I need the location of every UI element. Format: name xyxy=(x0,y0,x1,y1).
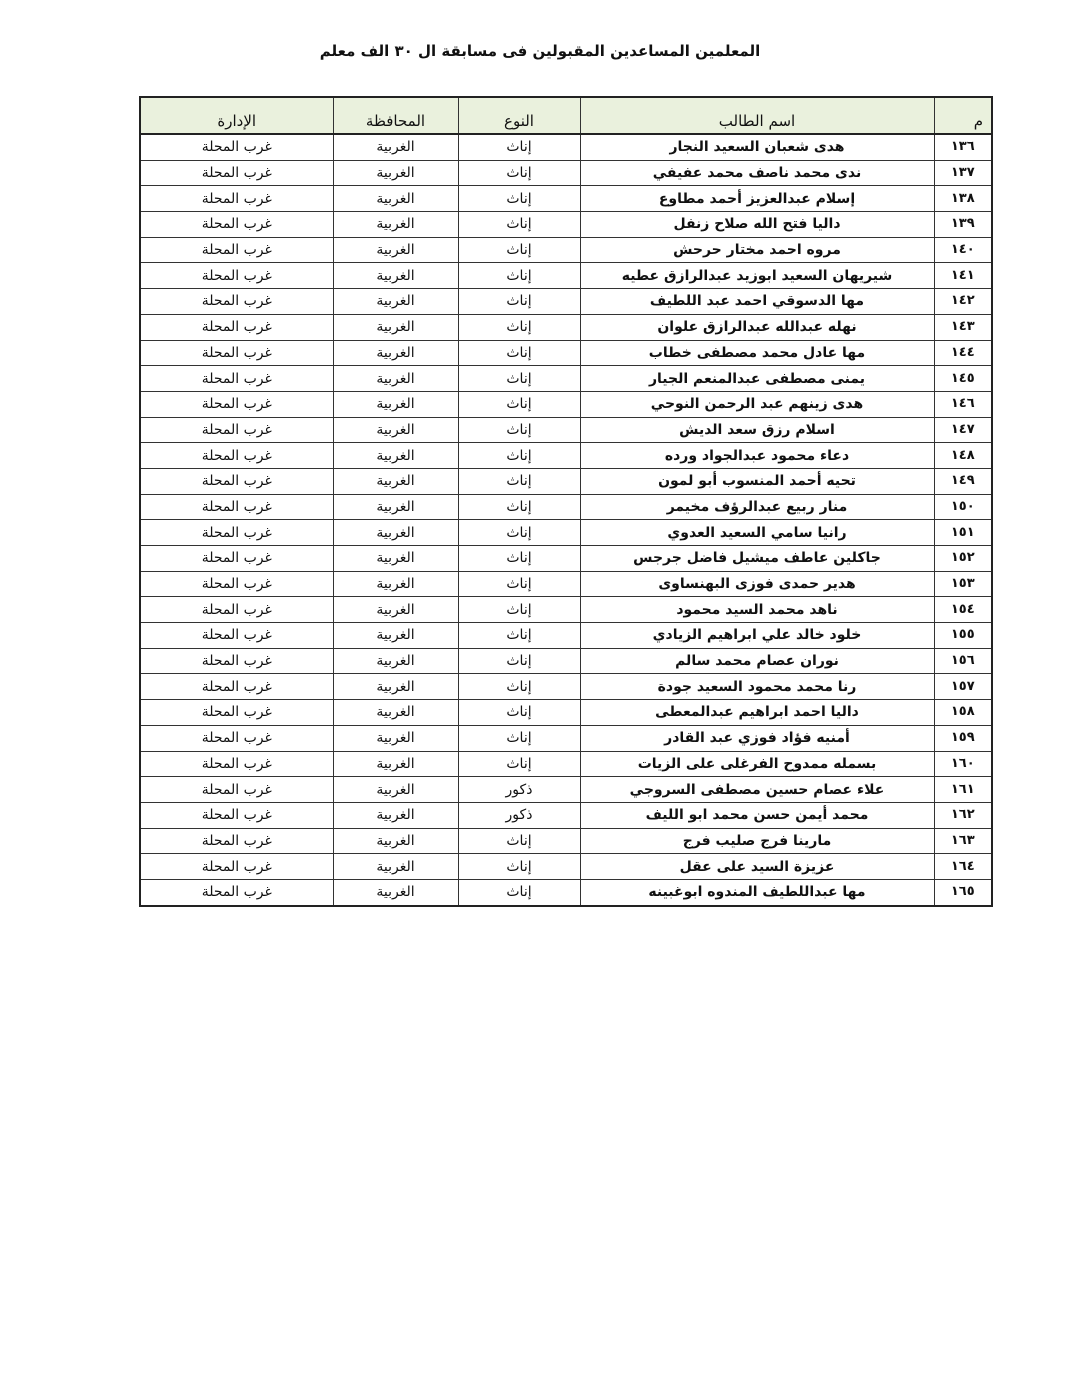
administration-cell: غرب المحلة xyxy=(140,289,333,315)
table-row xyxy=(140,366,992,392)
table-row xyxy=(140,314,992,340)
table-row xyxy=(140,725,992,751)
administration-cell: غرب المحلة xyxy=(140,314,333,340)
table-row xyxy=(140,289,992,315)
student-name-cell: نهله عبدالله عبدالرازق علوان xyxy=(580,314,934,340)
row-number-cell: ١٤٨ xyxy=(934,443,992,469)
administration-cell: غرب المحلة xyxy=(140,134,333,160)
administration-cell: غرب المحلة xyxy=(140,828,333,854)
student-name-cell: مروه احمد مختار حرحش xyxy=(580,237,934,263)
accepted-teachers-table xyxy=(139,96,993,907)
gender-cell: إناث xyxy=(458,725,580,751)
student-name-cell: ناهد محمد السيد محمود xyxy=(580,597,934,623)
student-name-cell: بسمله ممدوح الفرغلى على الزيات xyxy=(580,751,934,777)
table-row xyxy=(140,674,992,700)
row-number-cell: ١٥٤ xyxy=(934,597,992,623)
gender-cell: ذكور xyxy=(458,802,580,828)
row-number-cell: ١٦٥ xyxy=(934,879,992,905)
row-number-cell: ١٦٠ xyxy=(934,751,992,777)
administration-cell: غرب المحلة xyxy=(140,186,333,212)
row-number-cell: ١٣٧ xyxy=(934,160,992,186)
student-name-cell: يمنى مصطفى عبدالمنعم الجيار xyxy=(580,366,934,392)
table-row xyxy=(140,443,992,469)
student-name-cell: داليا فتح الله صلاح زنفل xyxy=(580,212,934,238)
student-name-cell: إسلام عبدالعزيز أحمد مطاوع xyxy=(580,186,934,212)
governorate-cell: الغربية xyxy=(333,777,458,803)
column-header-student-name: اسم الطالب xyxy=(580,97,934,134)
student-name-cell: عزيزة السيد على عقل xyxy=(580,854,934,880)
table-row xyxy=(140,186,992,212)
row-number-cell: ١٤٥ xyxy=(934,366,992,392)
governorate-cell: الغربية xyxy=(333,443,458,469)
administration-cell: غرب المحلة xyxy=(140,879,333,905)
gender-cell: إناث xyxy=(458,623,580,649)
student-name-cell: نوران عصام محمد سالم xyxy=(580,648,934,674)
table-row xyxy=(140,237,992,263)
administration-cell: غرب المحلة xyxy=(140,366,333,392)
student-name-cell: رانيا سامي السعيد العدوي xyxy=(580,520,934,546)
gender-cell: إناث xyxy=(458,854,580,880)
student-name-cell: دعاء محمود عبدالجواد ورده xyxy=(580,443,934,469)
table-row xyxy=(140,520,992,546)
governorate-cell: الغربية xyxy=(333,417,458,443)
gender-cell: إناث xyxy=(458,186,580,212)
student-name-cell: أمنيه فؤاد فوزي عبد القادر xyxy=(580,725,934,751)
row-number-cell: ١٥٢ xyxy=(934,546,992,572)
row-number-cell: ١٣٦ xyxy=(934,134,992,160)
student-name-cell: منار ربيع عبدالرؤف مخيمر xyxy=(580,494,934,520)
row-number-cell: ١٤٦ xyxy=(934,391,992,417)
administration-cell: غرب المحلة xyxy=(140,546,333,572)
table-row xyxy=(140,340,992,366)
administration-cell: غرب المحلة xyxy=(140,340,333,366)
row-number-cell: ١٤٢ xyxy=(934,289,992,315)
gender-cell: إناث xyxy=(458,134,580,160)
gender-cell: إناث xyxy=(458,212,580,238)
governorate-cell: الغربية xyxy=(333,546,458,572)
row-number-cell: ١٤٠ xyxy=(934,237,992,263)
governorate-cell: الغربية xyxy=(333,828,458,854)
governorate-cell: الغربية xyxy=(333,134,458,160)
table-row xyxy=(140,391,992,417)
administration-cell: غرب المحلة xyxy=(140,571,333,597)
student-name-cell: مها عادل محمد مصطفى خطاب xyxy=(580,340,934,366)
administration-cell: غرب المحلة xyxy=(140,263,333,289)
administration-cell: غرب المحلة xyxy=(140,777,333,803)
gender-cell: إناث xyxy=(458,417,580,443)
table-row xyxy=(140,751,992,777)
governorate-cell: الغربية xyxy=(333,160,458,186)
gender-cell: إناث xyxy=(458,597,580,623)
table-row xyxy=(140,777,992,803)
gender-cell: إناث xyxy=(458,263,580,289)
gender-cell: إناث xyxy=(458,751,580,777)
table-body xyxy=(140,134,992,906)
governorate-cell: الغربية xyxy=(333,468,458,494)
student-name-cell: مها الدسوقي احمد عبد اللطيف xyxy=(580,289,934,315)
student-name-cell: شيريهان السعيد ابوزيد عبدالرازق عطيه xyxy=(580,263,934,289)
gender-cell: إناث xyxy=(458,314,580,340)
row-number-cell: ١٣٨ xyxy=(934,186,992,212)
table-row xyxy=(140,854,992,880)
gender-cell: إناث xyxy=(458,828,580,854)
row-number-cell: ١٤٧ xyxy=(934,417,992,443)
table-row xyxy=(140,879,992,905)
administration-cell: غرب المحلة xyxy=(140,520,333,546)
administration-cell: غرب المحلة xyxy=(140,597,333,623)
table-row xyxy=(140,623,992,649)
row-number-cell: ١٥١ xyxy=(934,520,992,546)
student-name-cell: مها عبداللطيف المندوه ابوغبينه xyxy=(580,879,934,905)
governorate-cell: الغربية xyxy=(333,520,458,546)
student-name-cell: علاء عصام حسين مصطفى السروجي xyxy=(580,777,934,803)
student-name-cell: رنا محمد محمود السعيد جودة xyxy=(580,674,934,700)
row-number-cell: ١٦٣ xyxy=(934,828,992,854)
administration-cell: غرب المحلة xyxy=(140,623,333,649)
governorate-cell: الغربية xyxy=(333,391,458,417)
administration-cell: غرب المحلة xyxy=(140,237,333,263)
student-name-cell: هدى زينهم عبد الرحمن النوحي xyxy=(580,391,934,417)
gender-cell: إناث xyxy=(458,520,580,546)
gender-cell: إناث xyxy=(458,237,580,263)
governorate-cell: الغربية xyxy=(333,314,458,340)
row-number-cell: ١٥٦ xyxy=(934,648,992,674)
gender-cell: إناث xyxy=(458,391,580,417)
administration-cell: غرب المحلة xyxy=(140,212,333,238)
row-number-cell: ١٣٩ xyxy=(934,212,992,238)
administration-cell: غرب المحلة xyxy=(140,854,333,880)
row-number-cell: ١٤٤ xyxy=(934,340,992,366)
table-row xyxy=(140,571,992,597)
governorate-cell: الغربية xyxy=(333,725,458,751)
administration-cell: غرب المحلة xyxy=(140,468,333,494)
governorate-cell: الغربية xyxy=(333,879,458,905)
administration-cell: غرب المحلة xyxy=(140,160,333,186)
row-number-cell: ١٥٨ xyxy=(934,700,992,726)
administration-cell: غرب المحلة xyxy=(140,443,333,469)
gender-cell: إناث xyxy=(458,366,580,392)
administration-cell: غرب المحلة xyxy=(140,391,333,417)
governorate-cell: الغربية xyxy=(333,289,458,315)
governorate-cell: الغربية xyxy=(333,597,458,623)
governorate-cell: الغربية xyxy=(333,263,458,289)
gender-cell: إناث xyxy=(458,494,580,520)
student-name-cell: ندى محمد ناصف محمد عفيفي xyxy=(580,160,934,186)
table-row xyxy=(140,212,992,238)
governorate-cell: الغربية xyxy=(333,648,458,674)
table-row xyxy=(140,417,992,443)
governorate-cell: الغربية xyxy=(333,366,458,392)
administration-cell: غرب المحلة xyxy=(140,700,333,726)
administration-cell: غرب المحلة xyxy=(140,802,333,828)
table-row xyxy=(140,263,992,289)
gender-cell: ذكور xyxy=(458,777,580,803)
row-number-cell: ١٥٩ xyxy=(934,725,992,751)
gender-cell: إناث xyxy=(458,340,580,366)
governorate-cell: الغربية xyxy=(333,212,458,238)
gender-cell: إناث xyxy=(458,546,580,572)
administration-cell: غرب المحلة xyxy=(140,417,333,443)
governorate-cell: الغربية xyxy=(333,700,458,726)
column-header-number: م xyxy=(934,97,992,134)
administration-cell: غرب المحلة xyxy=(140,674,333,700)
column-header-administration: الإدارة xyxy=(140,97,333,134)
row-number-cell: ١٤٣ xyxy=(934,314,992,340)
table-row xyxy=(140,802,992,828)
page-title: المعلمين المساعدين المقبولين فى مسابقة ال ٣٠ الف معلم xyxy=(319,42,761,60)
table-row xyxy=(140,597,992,623)
gender-cell: إناث xyxy=(458,879,580,905)
table-row xyxy=(140,546,992,572)
table-row xyxy=(140,494,992,520)
row-number-cell: ١٤٩ xyxy=(934,468,992,494)
governorate-cell: الغربية xyxy=(333,751,458,777)
gender-cell: إناث xyxy=(458,674,580,700)
student-name-cell: خلود خالد علي ابراهيم الزيادي xyxy=(580,623,934,649)
governorate-cell: الغربية xyxy=(333,237,458,263)
gender-cell: إناث xyxy=(458,443,580,469)
student-name-cell: اسلام رزق سعد الديش xyxy=(580,417,934,443)
row-number-cell: ١٦٤ xyxy=(934,854,992,880)
governorate-cell: الغربية xyxy=(333,186,458,212)
table-row xyxy=(140,134,992,160)
row-number-cell: ١٥٣ xyxy=(934,571,992,597)
row-number-cell: ١٥٧ xyxy=(934,674,992,700)
row-number-cell: ١٥٥ xyxy=(934,623,992,649)
row-number-cell: ١٤١ xyxy=(934,263,992,289)
gender-cell: إناث xyxy=(458,571,580,597)
table-row xyxy=(140,828,992,854)
table-row xyxy=(140,468,992,494)
table-header-row xyxy=(140,97,992,134)
governorate-cell: الغربية xyxy=(333,340,458,366)
administration-cell: غرب المحلة xyxy=(140,494,333,520)
table-row xyxy=(140,700,992,726)
governorate-cell: الغربية xyxy=(333,623,458,649)
gender-cell: إناث xyxy=(458,160,580,186)
student-name-cell: مارينا فرج صليب فرج xyxy=(580,828,934,854)
student-name-cell: هدير حمدى فوزى البهنساوى xyxy=(580,571,934,597)
student-name-cell: هدى شعبان السعيد النجار xyxy=(580,134,934,160)
governorate-cell: الغربية xyxy=(333,854,458,880)
administration-cell: غرب المحلة xyxy=(140,751,333,777)
column-header-governorate: المحافظة xyxy=(333,97,458,134)
gender-cell: إناث xyxy=(458,700,580,726)
row-number-cell: ١٥٠ xyxy=(934,494,992,520)
governorate-cell: الغربية xyxy=(333,494,458,520)
governorate-cell: الغربية xyxy=(333,802,458,828)
column-header-gender: النوع xyxy=(458,97,580,134)
governorate-cell: الغربية xyxy=(333,674,458,700)
table-row xyxy=(140,648,992,674)
governorate-cell: الغربية xyxy=(333,571,458,597)
student-name-cell: محمد أيمن حسن محمد ابو الليف xyxy=(580,802,934,828)
gender-cell: إناث xyxy=(458,468,580,494)
student-name-cell: تحيه أحمد المنسوب أبو لمون xyxy=(580,468,934,494)
student-name-cell: جاكلين عاطف ميشيل فاضل جرجس xyxy=(580,546,934,572)
gender-cell: إناث xyxy=(458,648,580,674)
gender-cell: إناث xyxy=(458,289,580,315)
table-row xyxy=(140,160,992,186)
administration-cell: غرب المحلة xyxy=(140,648,333,674)
student-name-cell: داليا احمد ابراهيم عبدالمعطى xyxy=(580,700,934,726)
row-number-cell: ١٦١ xyxy=(934,777,992,803)
row-number-cell: ١٦٢ xyxy=(934,802,992,828)
administration-cell: غرب المحلة xyxy=(140,725,333,751)
